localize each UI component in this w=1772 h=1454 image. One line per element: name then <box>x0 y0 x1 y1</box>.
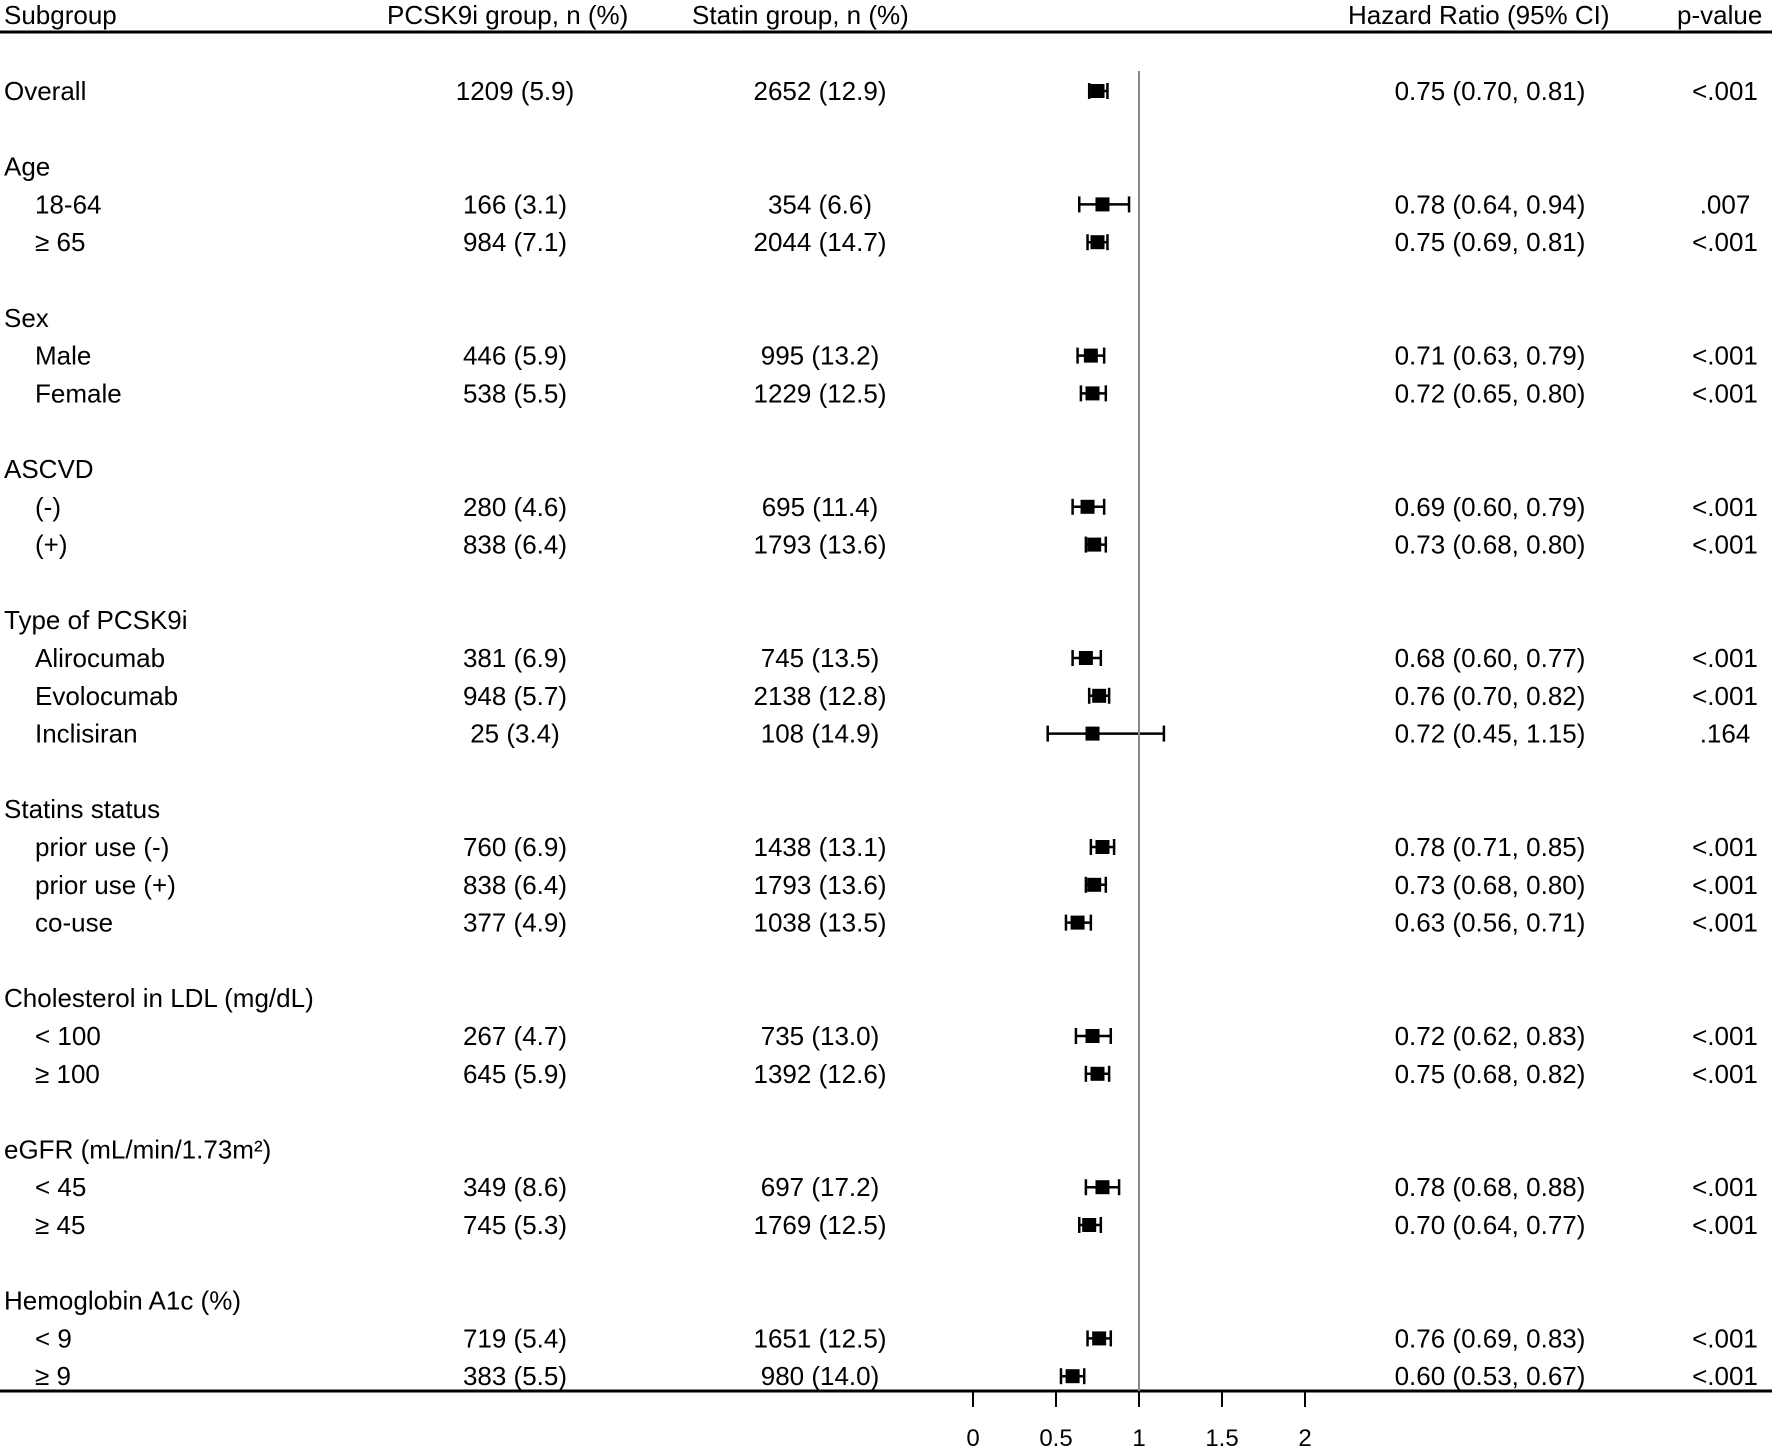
row-label: ≥ 45 <box>35 1210 86 1240</box>
p-value: <.001 <box>1692 1323 1758 1354</box>
row-label: < 100 <box>35 1021 101 1051</box>
x-axis <box>966 71 1311 1452</box>
hazard-ratio-text: 0.75 (0.69, 0.81) <box>1394 227 1586 258</box>
p-value: <.001 <box>1692 869 1758 900</box>
row-label: ≥ 9 <box>35 1361 71 1392</box>
row-label: (-) <box>35 491 61 522</box>
row-label: 18-64 <box>35 189 102 220</box>
hazard-ratio-text: 0.63 (0.56, 0.71) <box>1394 907 1586 938</box>
hr-point <box>1087 538 1101 552</box>
row-label: Evolocumab <box>35 680 179 711</box>
statin-count: 1392 (12.6) <box>753 1058 887 1089</box>
hazard-ratio-text: 0.75 (0.68, 0.82) <box>1394 1058 1586 1089</box>
hr-point <box>1091 1067 1105 1081</box>
hr-point <box>1087 878 1101 892</box>
statin-count: 1793 (13.6) <box>753 869 887 900</box>
statin-count: 1651 (12.5) <box>753 1323 887 1354</box>
row-label: Inclisiran <box>35 718 138 749</box>
statin-count: 108 (14.9) <box>760 718 880 749</box>
x-tick-label: 0 <box>966 1425 980 1452</box>
hr-point <box>1091 235 1105 249</box>
column-headers <box>4 0 1762 30</box>
hr-point <box>1084 349 1098 363</box>
p-value: <.001 <box>1692 907 1758 938</box>
x-tick-label: 0.5 <box>1039 1425 1073 1452</box>
statin-count: 1229 (12.5) <box>753 378 887 409</box>
hazard-ratio-text: 0.73 (0.68, 0.80) <box>1394 869 1586 900</box>
header-subgroup: Subgroup <box>4 0 117 30</box>
p-value: <.001 <box>1692 832 1758 862</box>
pcsk9i-count: 377 (4.9) <box>462 907 568 938</box>
hazard-ratio-text: 0.76 (0.70, 0.82) <box>1394 680 1586 711</box>
p-value: <.001 <box>1692 1021 1758 1051</box>
row-label: < 45 <box>35 1172 87 1203</box>
p-value: <.001 <box>1692 529 1758 560</box>
group-heading: Type of PCSK9i <box>4 605 188 636</box>
p-value: <.001 <box>1692 1058 1758 1089</box>
group-heading: ASCVD <box>4 454 94 484</box>
pcsk9i-count: 760 (6.9) <box>462 832 568 862</box>
pcsk9i-count: 645 (5.9) <box>462 1058 568 1089</box>
header-hazard-ratio: Hazard Ratio (95% CI) <box>1348 0 1610 30</box>
statin-count: 2138 (12.8) <box>753 680 887 711</box>
hr-point <box>1095 1180 1109 1194</box>
hazard-ratio-text: 0.72 (0.62, 0.83) <box>1394 1021 1586 1051</box>
statin-count: 695 (11.4) <box>761 491 879 522</box>
pcsk9i-count: 381 (6.9) <box>462 643 568 673</box>
p-value: .164 <box>1699 718 1751 749</box>
statin-count: 1438 (13.1) <box>753 832 887 862</box>
group-heading: Hemoglobin A1c (%) <box>4 1285 241 1316</box>
row-label: Male <box>35 340 92 371</box>
hr-point <box>1095 197 1109 211</box>
row-label: Overall <box>4 76 87 106</box>
statin-count: 1038 (13.5) <box>753 907 887 938</box>
statin-count: 2044 (14.7) <box>753 227 887 258</box>
pcsk9i-count: 745 (5.3) <box>462 1210 568 1240</box>
statin-count: 735 (13.0) <box>760 1021 880 1051</box>
pcsk9i-count: 267 (4.7) <box>462 1021 568 1051</box>
group-heading: Statins status <box>4 794 161 825</box>
pcsk9i-count: 25 (3.4) <box>470 718 560 749</box>
row-label: ≥ 65 <box>35 227 86 258</box>
hr-point <box>1086 386 1100 400</box>
forest-marks <box>1048 83 1164 1384</box>
hr-point <box>1079 651 1093 665</box>
group-heading: Age <box>4 151 51 182</box>
hr-point <box>1092 689 1106 703</box>
pcsk9i-count: 838 (6.4) <box>462 869 568 900</box>
p-value: <.001 <box>1692 1210 1758 1240</box>
hr-point <box>1066 1369 1080 1383</box>
hr-point <box>1095 840 1109 854</box>
header-statin: Statin group, n (%) <box>692 0 909 30</box>
pcsk9i-count: 948 (5.7) <box>462 680 568 711</box>
hazard-ratio-text: 0.78 (0.68, 0.88) <box>1394 1172 1586 1203</box>
group-heading: Cholesterol in LDL (mg/dL) <box>4 983 314 1014</box>
p-value: .007 <box>1699 189 1751 220</box>
group-heading: eGFR (mL/min/1.73m²) <box>4 1134 272 1165</box>
hazard-ratio-text: 0.71 (0.63, 0.79) <box>1394 340 1586 371</box>
hr-point <box>1092 1331 1106 1345</box>
row-label: Alirocumab <box>35 643 166 673</box>
header-pcsk9i: PCSK9i group, n (%) <box>387 0 629 30</box>
statin-count: 2652 (12.9) <box>753 76 887 106</box>
hazard-ratio-text: 0.73 (0.68, 0.80) <box>1394 529 1586 560</box>
pcsk9i-count: 538 (5.5) <box>462 378 568 409</box>
p-value: <.001 <box>1692 76 1758 106</box>
hr-point <box>1082 1218 1096 1232</box>
hazard-ratio-text: 0.60 (0.53, 0.67) <box>1394 1361 1586 1392</box>
pcsk9i-count: 446 (5.9) <box>462 340 568 371</box>
hazard-ratio-text: 0.78 (0.64, 0.94) <box>1394 189 1586 220</box>
hr-point <box>1091 84 1105 98</box>
table-rows <box>4 76 1758 1391</box>
statin-count: 745 (13.5) <box>760 643 880 673</box>
x-tick-label: 2 <box>1298 1425 1312 1452</box>
pcsk9i-count: 719 (5.4) <box>462 1323 568 1354</box>
pcsk9i-count: 280 (4.6) <box>462 491 568 522</box>
hazard-ratio-text: 0.69 (0.60, 0.79) <box>1394 491 1586 522</box>
hazard-ratio-text: 0.76 (0.69, 0.83) <box>1394 1323 1586 1354</box>
x-tick-label: 1 <box>1132 1425 1146 1452</box>
p-value: <.001 <box>1692 340 1758 371</box>
p-value: <.001 <box>1692 1172 1758 1203</box>
pcsk9i-count: 838 (6.4) <box>462 529 568 560</box>
p-value: <.001 <box>1692 227 1758 258</box>
statin-count: 1793 (13.6) <box>753 529 887 560</box>
hazard-ratio-text: 0.75 (0.70, 0.81) <box>1394 76 1586 106</box>
pcsk9i-count: 383 (5.5) <box>462 1361 568 1392</box>
hazard-ratio-text: 0.72 (0.65, 0.80) <box>1394 378 1586 409</box>
row-label: ≥ 100 <box>35 1058 100 1089</box>
row-label: co-use <box>35 907 114 938</box>
statin-count: 995 (13.2) <box>760 340 880 371</box>
statin-count: 1769 (12.5) <box>753 1210 887 1240</box>
hazard-ratio-text: 0.68 (0.60, 0.77) <box>1394 643 1586 673</box>
statin-count: 697 (17.2) <box>760 1172 880 1203</box>
row-label: (+) <box>35 529 68 560</box>
pcsk9i-count: 984 (7.1) <box>462 227 568 258</box>
row-label: < 9 <box>35 1323 72 1354</box>
row-label: Female <box>35 378 122 409</box>
row-label: prior use (+) <box>35 869 176 900</box>
hr-point <box>1071 916 1085 930</box>
p-value: <.001 <box>1692 643 1758 673</box>
pcsk9i-count: 349 (8.6) <box>462 1172 568 1203</box>
p-value: <.001 <box>1692 1361 1758 1392</box>
hazard-ratio-text: 0.72 (0.45, 1.15) <box>1394 718 1586 749</box>
hazard-ratio-text: 0.78 (0.71, 0.85) <box>1394 832 1586 862</box>
pcsk9i-count: 1209 (5.9) <box>455 76 575 106</box>
statin-count: 980 (14.0) <box>760 1361 880 1392</box>
hazard-ratio-text: 0.70 (0.64, 0.77) <box>1394 1210 1586 1240</box>
header-p-value: p-value <box>1677 0 1763 30</box>
pcsk9i-count: 166 (3.1) <box>462 189 568 220</box>
hr-point <box>1081 500 1095 514</box>
hr-point <box>1086 1029 1100 1043</box>
p-value: <.001 <box>1692 378 1758 409</box>
group-heading: Sex <box>4 302 49 333</box>
hr-point <box>1086 727 1100 741</box>
x-tick-label: 1.5 <box>1205 1425 1239 1452</box>
p-value: <.001 <box>1692 680 1758 711</box>
statin-count: 354 (6.6) <box>767 189 873 220</box>
p-value: <.001 <box>1692 491 1758 522</box>
row-label: prior use (-) <box>35 832 170 862</box>
